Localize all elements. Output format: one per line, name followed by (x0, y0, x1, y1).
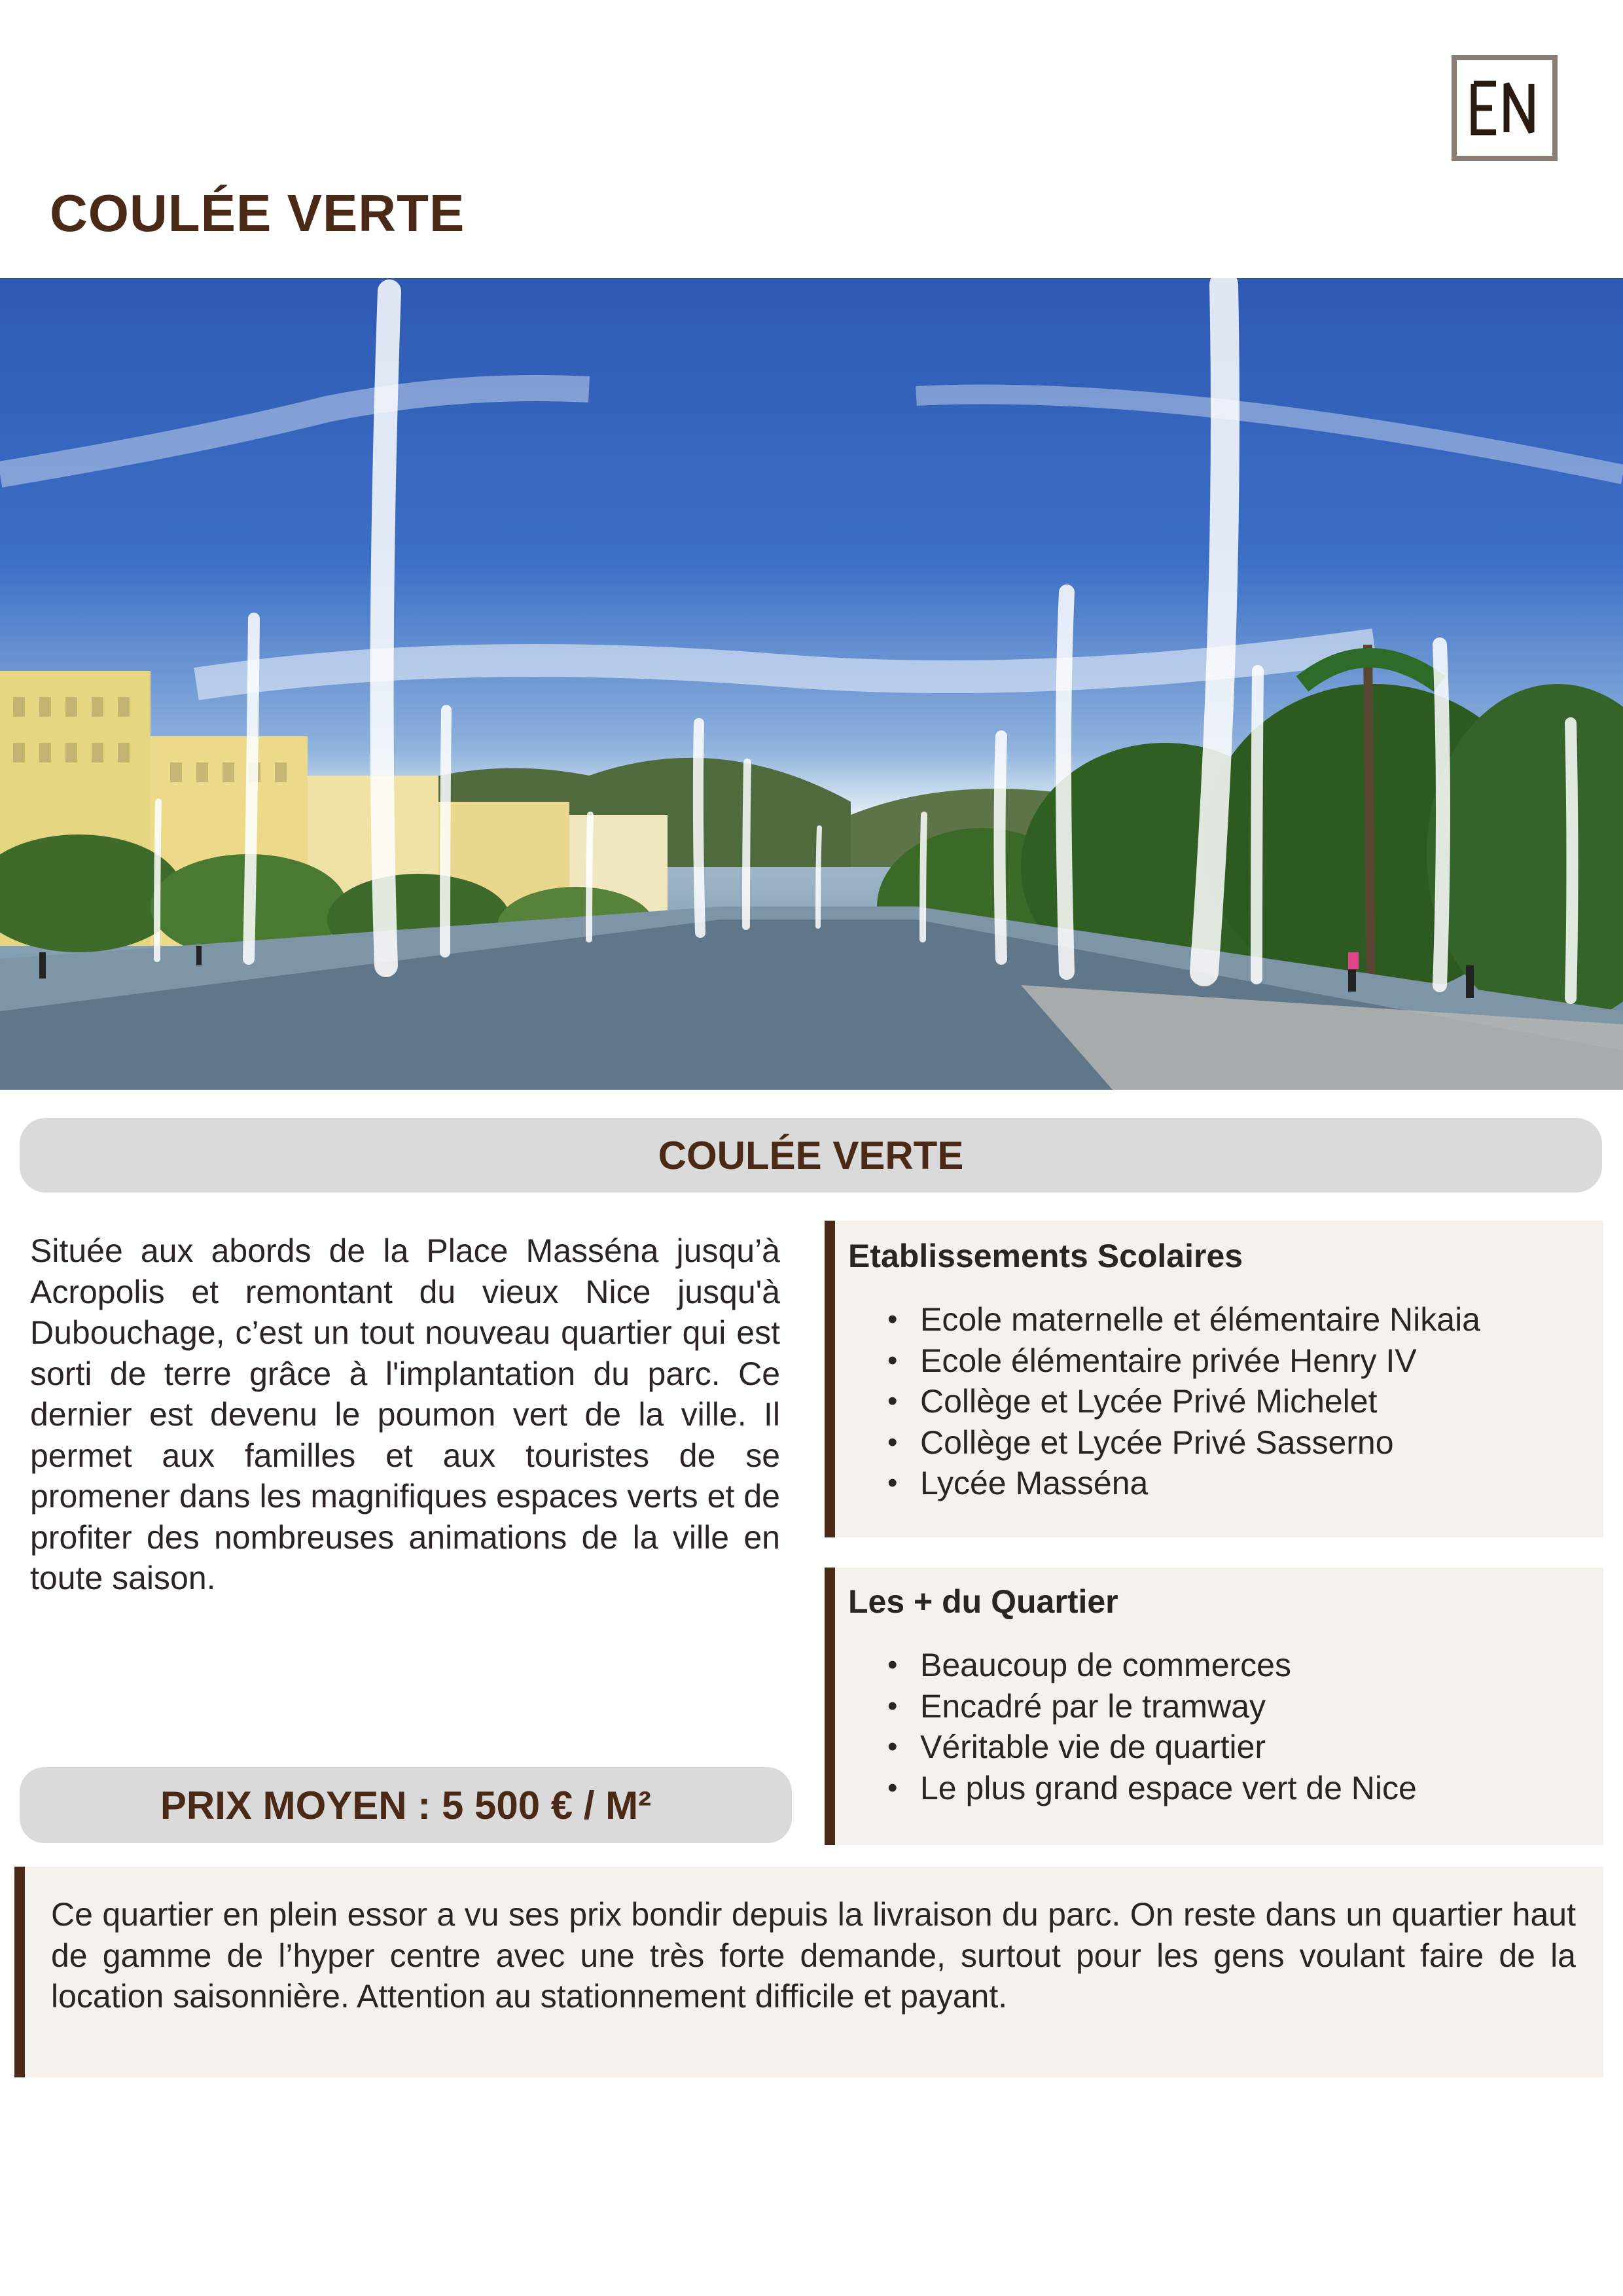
bullet-icon: • (887, 1303, 898, 1335)
fountain-scene (0, 278, 1623, 1090)
en-logo-icon (1469, 79, 1541, 137)
logo (1452, 55, 1558, 161)
schools-title: Etablissements Scolaires (848, 1238, 1243, 1274)
list-item: • Ecole maternelle et élémentaire Nikaia (848, 1299, 1603, 1340)
bullet-icon: • (887, 1344, 898, 1376)
schools-list (848, 1299, 1603, 1504)
page-title: COULÉE VERTE (50, 184, 465, 242)
neighborhood-plus-panel (825, 1568, 1603, 1845)
market-note (14, 1867, 1603, 2077)
bullet-icon: • (887, 1649, 898, 1681)
list-item: • Beaucoup de commerces (848, 1645, 1603, 1686)
schools-panel (825, 1221, 1603, 1537)
list-item: • Collège et Lycée Privé Sasserno (848, 1422, 1603, 1463)
intro-text: Située aux abords de la Place Masséna jusqu’à Acropolis et remontant du vieux Nice jusqu'à Dubouchage, c’est un tout nouveau quartier qui est sorti de terre grâce à l'implantation du parc. Ce dernier est devenu le poumon vert de la ville. Il permet aux familles et aux touristes de se promener dans les magnifiques espaces verts et de profiter des nombreuses animations de la ville en toute saison. (30, 1232, 780, 1596)
bullet-icon: • (887, 1731, 898, 1763)
list-item: • Collège et Lycée Privé Michelet (848, 1381, 1603, 1422)
bullet-icon: • (887, 1771, 898, 1804)
hero-image (0, 278, 1623, 1090)
bullet-icon: • (887, 1689, 898, 1722)
price-badge: PRIX MOYEN : 5 500 € / M² (20, 1767, 792, 1843)
bullet-icon: • (887, 1426, 898, 1458)
list-item: • Ecole élémentaire privée Henry IV (848, 1340, 1603, 1382)
plus-list (848, 1645, 1603, 1808)
bullet-icon: • (887, 1385, 898, 1417)
list-item: • Lycée Masséna (848, 1463, 1603, 1504)
plus-title: Les + du Quartier (848, 1583, 1118, 1620)
list-item: • Encadré par le tramway (848, 1686, 1603, 1727)
list-item: • Véritable vie de quartier (848, 1727, 1603, 1768)
section-title: COULÉE VERTE (20, 1118, 1602, 1193)
bullet-icon: • (887, 1467, 898, 1499)
market-note-text: Ce quartier en plein essor a vu ses prix bondir depuis la livraison du parc. On reste dans un quartier haut de gamme de l’hyper centre avec une très forte demande, surtout pour les gens voulant faire de la location saisonnière. Attention au stationnement difficile et payant. (51, 1896, 1576, 2015)
list-item: • Le plus grand espace vert de Nice (848, 1768, 1603, 1809)
